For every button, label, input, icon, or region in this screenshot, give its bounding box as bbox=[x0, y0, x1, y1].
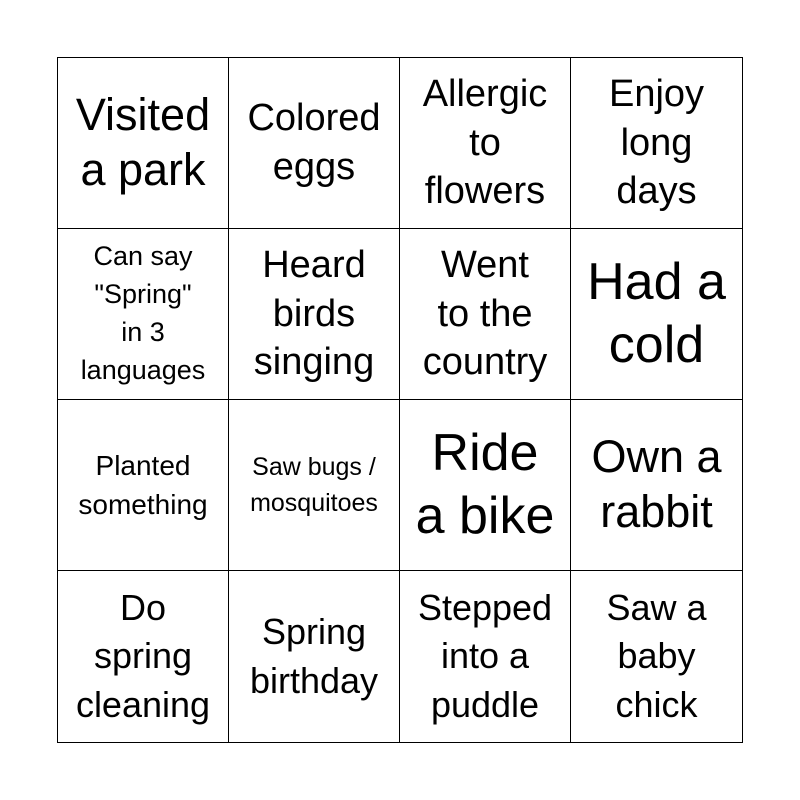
cell-line: Heard bbox=[262, 244, 366, 287]
cell-line: something bbox=[78, 489, 208, 520]
cell-line: Enjoy bbox=[608, 73, 705, 116]
cell-line: "Spring" bbox=[94, 279, 192, 310]
bingo-cell-r3c4[interactable] bbox=[571, 400, 742, 571]
cell-line: mosquitoes bbox=[250, 489, 378, 517]
cell-line: eggs bbox=[272, 146, 356, 188]
cell-line: a bike bbox=[415, 487, 555, 545]
bingo-cell-r4c4[interactable] bbox=[571, 571, 742, 742]
bingo-cell-r4c3[interactable] bbox=[400, 571, 571, 742]
bingo-board bbox=[57, 57, 743, 743]
bingo-cell-r3c2[interactable] bbox=[229, 400, 400, 571]
cell-line: Colored bbox=[247, 97, 381, 140]
bingo-cell-r2c4[interactable] bbox=[571, 229, 742, 400]
cell-line: Allergic bbox=[422, 73, 548, 116]
cell-line: Saw a bbox=[606, 586, 707, 628]
cell-line: Saw bugs / bbox=[252, 452, 376, 481]
bingo-cell-r3c3[interactable] bbox=[400, 400, 571, 571]
bingo-cell-r2c2[interactable] bbox=[229, 229, 400, 400]
cell-line: long bbox=[620, 121, 693, 164]
cell-line: Planted bbox=[95, 449, 191, 481]
cell-line: Spring bbox=[261, 610, 367, 652]
cell-line: Own a bbox=[591, 431, 722, 483]
cell-line: flowers bbox=[424, 170, 546, 213]
bingo-cell-r1c3[interactable] bbox=[400, 58, 571, 229]
bingo-cell-r2c3[interactable] bbox=[400, 229, 571, 400]
cell-line: into a bbox=[440, 635, 530, 677]
cell-line: cleaning bbox=[75, 683, 211, 725]
cell-line: Do bbox=[119, 586, 166, 628]
bingo-cell-r4c2[interactable] bbox=[229, 571, 400, 742]
cell-line: languages bbox=[80, 354, 206, 385]
bingo-cell-r4c1[interactable] bbox=[58, 571, 229, 742]
cell-line: Can say bbox=[93, 241, 193, 272]
cell-line: country bbox=[422, 341, 548, 384]
bingo-cell-r2c1[interactable] bbox=[58, 229, 229, 400]
cell-line: singing bbox=[253, 341, 375, 384]
cell-line: cold bbox=[608, 316, 705, 374]
cell-line: puddle bbox=[430, 683, 540, 725]
bingo-cell-r1c4[interactable] bbox=[571, 58, 742, 229]
cell-line: Stepped bbox=[417, 586, 553, 628]
cell-line: baby bbox=[617, 635, 696, 677]
bingo-cell-r1c1[interactable] bbox=[58, 58, 229, 229]
cell-line: to the bbox=[437, 292, 533, 335]
cell-line: chick bbox=[615, 683, 698, 725]
bingo-cell-r1c2[interactable] bbox=[229, 58, 400, 229]
cell-line: in 3 bbox=[121, 317, 165, 347]
cell-line: Had a bbox=[587, 252, 726, 311]
cell-line: birds bbox=[272, 292, 356, 335]
cell-line: a park bbox=[80, 144, 206, 195]
cell-line: spring bbox=[93, 635, 193, 677]
cell-line: Ride bbox=[431, 423, 539, 482]
cell-line: rabbit bbox=[600, 486, 713, 537]
cell-line: to bbox=[469, 121, 501, 164]
cell-line: days bbox=[616, 170, 697, 213]
cell-line: birthday bbox=[249, 659, 379, 701]
cell-line: Went bbox=[440, 244, 529, 287]
bingo-cell-r3c1[interactable] bbox=[58, 400, 229, 571]
cell-line: Visited bbox=[75, 89, 211, 141]
